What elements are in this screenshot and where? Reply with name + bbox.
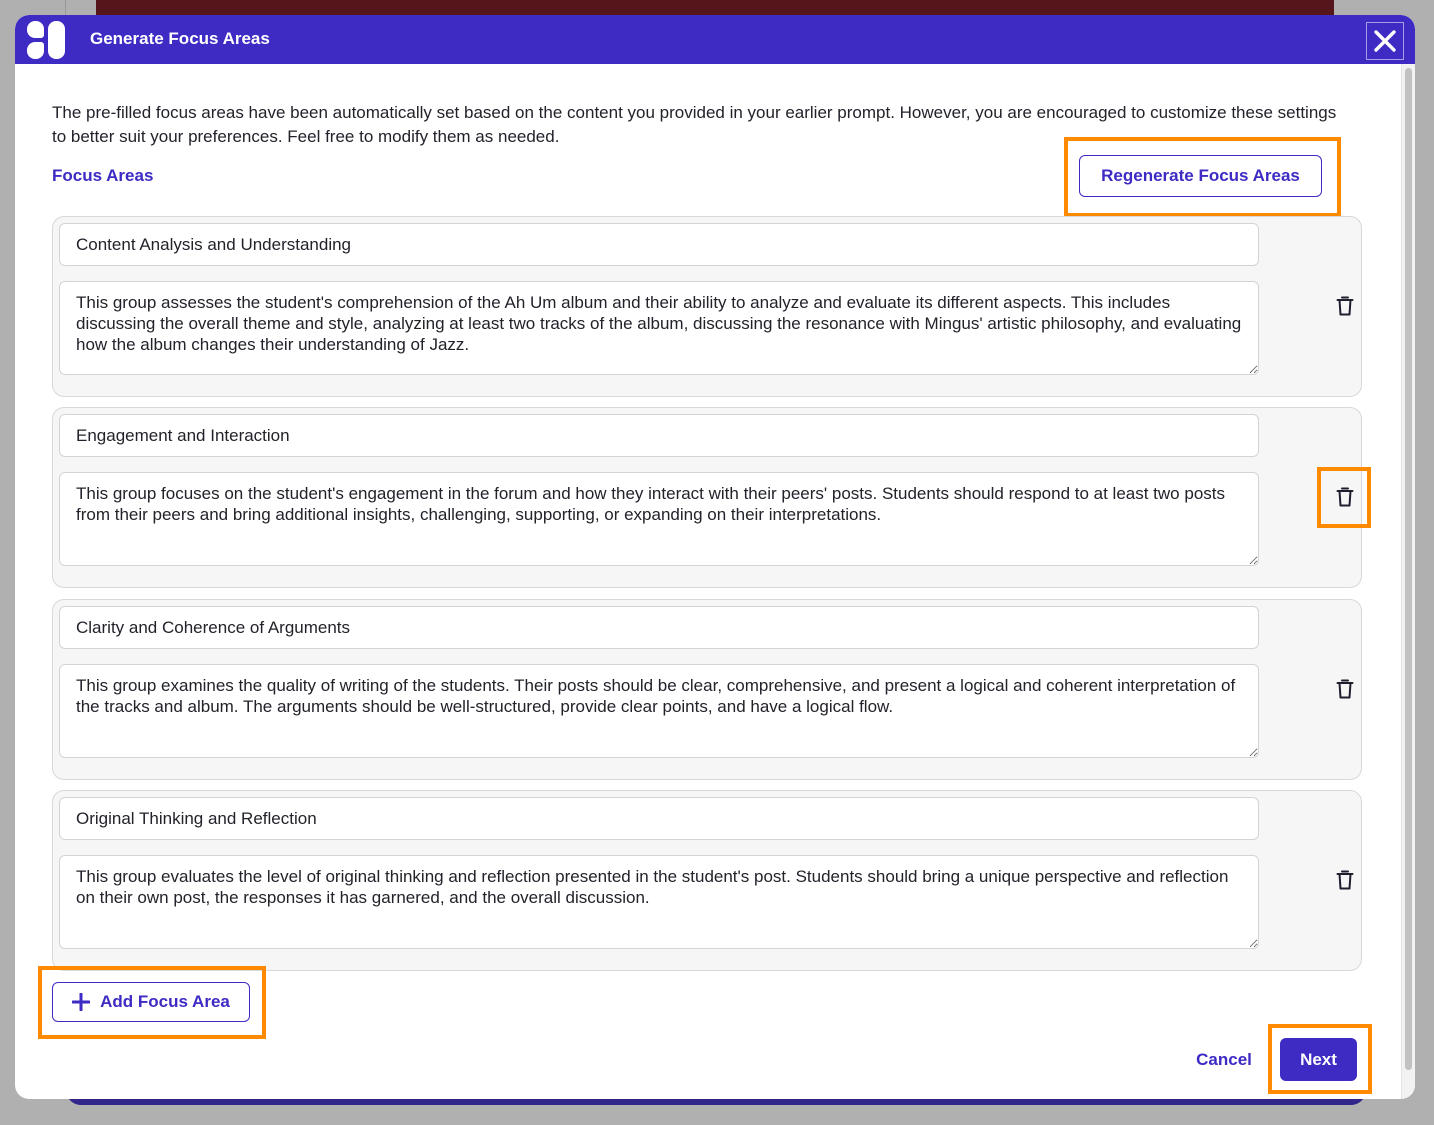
next-button[interactable]: Next bbox=[1280, 1038, 1357, 1081]
regenerate-focus-areas-button[interactable]: Regenerate Focus Areas bbox=[1079, 155, 1322, 197]
focus-area-card bbox=[52, 407, 1362, 588]
focus-area-card bbox=[52, 790, 1362, 971]
focus-areas-heading: Focus Areas bbox=[52, 166, 154, 185]
dialog-header bbox=[15, 15, 1415, 64]
focus-area-card bbox=[52, 216, 1362, 397]
generate-focus-areas-dialog bbox=[15, 15, 1415, 1099]
focus-area-description-textarea[interactable] bbox=[59, 664, 1259, 758]
intro-text: The pre-filled focus areas have been automatically set based on the content you provided in your earlier prompt. However, you are encouraged to customize these settings to better suit your preferences. Feel free to modify them as needed. bbox=[52, 103, 1337, 146]
trash-icon[interactable] bbox=[1335, 486, 1355, 508]
focus-area-title-input[interactable] bbox=[59, 414, 1259, 457]
background-page-header bbox=[96, 0, 1334, 16]
scrollbar-thumb[interactable] bbox=[1405, 68, 1412, 1070]
focus-area-description-textarea[interactable] bbox=[59, 472, 1259, 566]
plus-icon bbox=[72, 993, 90, 1011]
focus-area-description-textarea[interactable] bbox=[59, 281, 1259, 375]
focus-area-title-input[interactable] bbox=[59, 223, 1259, 266]
background-divider bbox=[65, 0, 66, 16]
trash-icon[interactable] bbox=[1335, 295, 1355, 317]
trash-icon[interactable] bbox=[1335, 678, 1355, 700]
dialog-title: Generate Focus Areas bbox=[90, 29, 270, 48]
close-icon bbox=[1373, 29, 1397, 53]
focus-area-title-input[interactable] bbox=[59, 797, 1259, 840]
dialog-scrollbar[interactable] bbox=[1401, 64, 1415, 1099]
cancel-button[interactable]: Cancel bbox=[1196, 1050, 1252, 1069]
trash-icon[interactable] bbox=[1335, 869, 1355, 891]
app-logo-icon bbox=[27, 21, 65, 59]
add-focus-area-button[interactable] bbox=[52, 982, 250, 1022]
focus-area-description-textarea[interactable] bbox=[59, 855, 1259, 949]
focus-area-title-input[interactable] bbox=[59, 606, 1259, 649]
close-button[interactable] bbox=[1366, 22, 1404, 60]
focus-area-card bbox=[52, 599, 1362, 780]
add-focus-area-label: Add Focus Area bbox=[100, 992, 230, 1011]
